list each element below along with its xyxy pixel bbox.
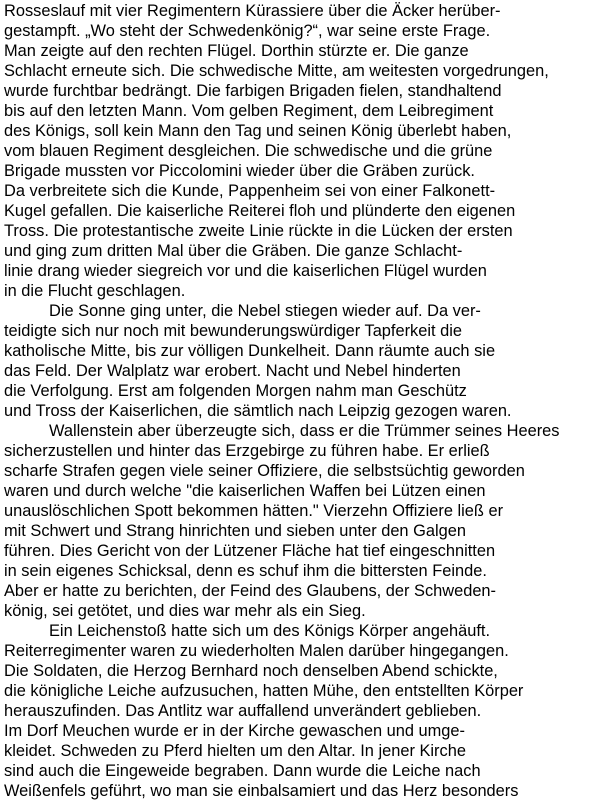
text-line: Weißenfels geführt, wo man sie einbalsamiert und das Herz besonders bbox=[4, 782, 519, 800]
text-line: und ging zum dritten Mal über die Gräben. Die ganze Schlacht- bbox=[4, 242, 463, 260]
text-line: sicherzustellen und hinter das Erzgebirge zu führen habe. Er erließ bbox=[4, 442, 490, 460]
text-line: gestampft. „Wo steht der Schwedenkönig?“, war seine erste Frage. bbox=[4, 22, 491, 40]
paragraph-first-line: Wallenstein aber überzeugte sich, dass er die Trümmer seines Heeres bbox=[49, 422, 560, 440]
paragraph-first-line: Die Sonne ging unter, die Nebel stiegen wieder auf. Da ver- bbox=[49, 302, 481, 320]
text-line: Brigade mussten vor Piccolomini wieder über die Gräben zurück. bbox=[4, 162, 475, 180]
text-line: Man zeigte auf den rechten Flügel. Dorthin stürzte er. Die ganze bbox=[4, 42, 469, 60]
text-line: Aber er hatte zu berichten, der Feind des Glaubens, der Schweden- bbox=[4, 582, 497, 600]
text-line: unauslöschlichen Spott bekommen hätten." Vierzehn Offiziere ließ er bbox=[4, 502, 504, 520]
text-line: Die Soldaten, die Herzog Bernhard noch denselben Abend schickte, bbox=[4, 662, 498, 680]
text-line: die königliche Leiche aufzusuchen, hatten Mühe, den entstellten Körper bbox=[4, 682, 524, 700]
text-line: wurde furchtbar bedrängt. Die farbigen Brigaden fielen, standhaltend bbox=[4, 82, 502, 100]
text-line: kleidet. Schweden zu Pferd hielten um den Altar. In jener Kirche bbox=[4, 742, 466, 760]
text-line: in die Flucht geschlagen. bbox=[4, 282, 186, 300]
text-line: katholische Mitte, bis zur völligen Dunkelheit. Dann räumte auch sie bbox=[4, 342, 496, 360]
text-line: sind auch die Eingeweide begraben. Dann wurde die Leiche nach bbox=[4, 762, 481, 780]
text-line: Tross. Die protestantische zweite Linie rückte in die Lücken der ersten bbox=[4, 222, 513, 240]
text-line: Reiterregimenter waren zu wiederholten Malen darüber hingegangen. bbox=[4, 642, 509, 660]
text-line: waren und durch welche "die kaiserlichen Waffen bei Lützen einen bbox=[4, 482, 486, 500]
text-line: linie drang wieder siegreich vor und die kaiserlichen Flügel wurden bbox=[4, 262, 487, 280]
text-line: mit Schwert und Strang hinrichten und sieben unter den Galgen bbox=[4, 522, 466, 540]
text-line: Schlacht erneute sich. Die schwedische Mitte, am weitesten vorgedrungen, bbox=[4, 62, 549, 80]
text-line: bis auf den letzten Mann. Vom gelben Regiment, dem Leibregiment bbox=[4, 102, 494, 120]
text-line: des Königs, soll kein Mann den Tag und seinen König überlebt haben, bbox=[4, 122, 512, 140]
paragraph-first-line: Ein Leichenstoß hatte sich um des Königs Körper angehäuft. bbox=[49, 622, 490, 640]
text-line: vom blauen Regiment desgleichen. Die schwedische und die grüne bbox=[4, 142, 493, 160]
text-line: Im Dorf Meuchen wurde er in der Kirche gewaschen und umge- bbox=[4, 722, 465, 740]
text-line: herauszufinden. Das Antlitz war auffallend unverändert geblieben. bbox=[4, 702, 482, 720]
text-line: die Verfolgung. Erst am folgenden Morgen nahm man Geschütz bbox=[4, 382, 467, 400]
text-line: scharfe Strafen gegen viele seiner Offiziere, die selbstsüchtig geworden bbox=[4, 462, 525, 480]
text-line: Kugel gefallen. Die kaiserliche Reiterei floh und plünderte den eigenen bbox=[4, 202, 516, 220]
text-line: teidigte sich nur noch mit bewunderungswürdiger Tapferkeit die bbox=[4, 322, 462, 340]
text-line: Rosseslauf mit vier Regimentern Kürassiere über die Äcker herüber- bbox=[4, 2, 501, 20]
text-line: führen. Dies Gericht von der Lützener Fläche hat tief eingeschnitten bbox=[4, 542, 496, 560]
text-line: könig, sei getötet, und dies war mehr als ein Sieg. bbox=[4, 602, 366, 620]
text-line: und Tross der Kaiserlichen, die sämtlich nach Leipzig gezogen waren. bbox=[4, 402, 512, 420]
text-line: Da verbreitete sich die Kunde, Pappenheim sei von einer Falkonett- bbox=[4, 182, 496, 200]
text-line: das Feld. Der Walplatz war erobert. Nacht und Nebel hinderten bbox=[4, 362, 461, 380]
text-line: in sein eigenes Schicksal, denn es schuf ihm die bittersten Feinde. bbox=[4, 562, 487, 580]
